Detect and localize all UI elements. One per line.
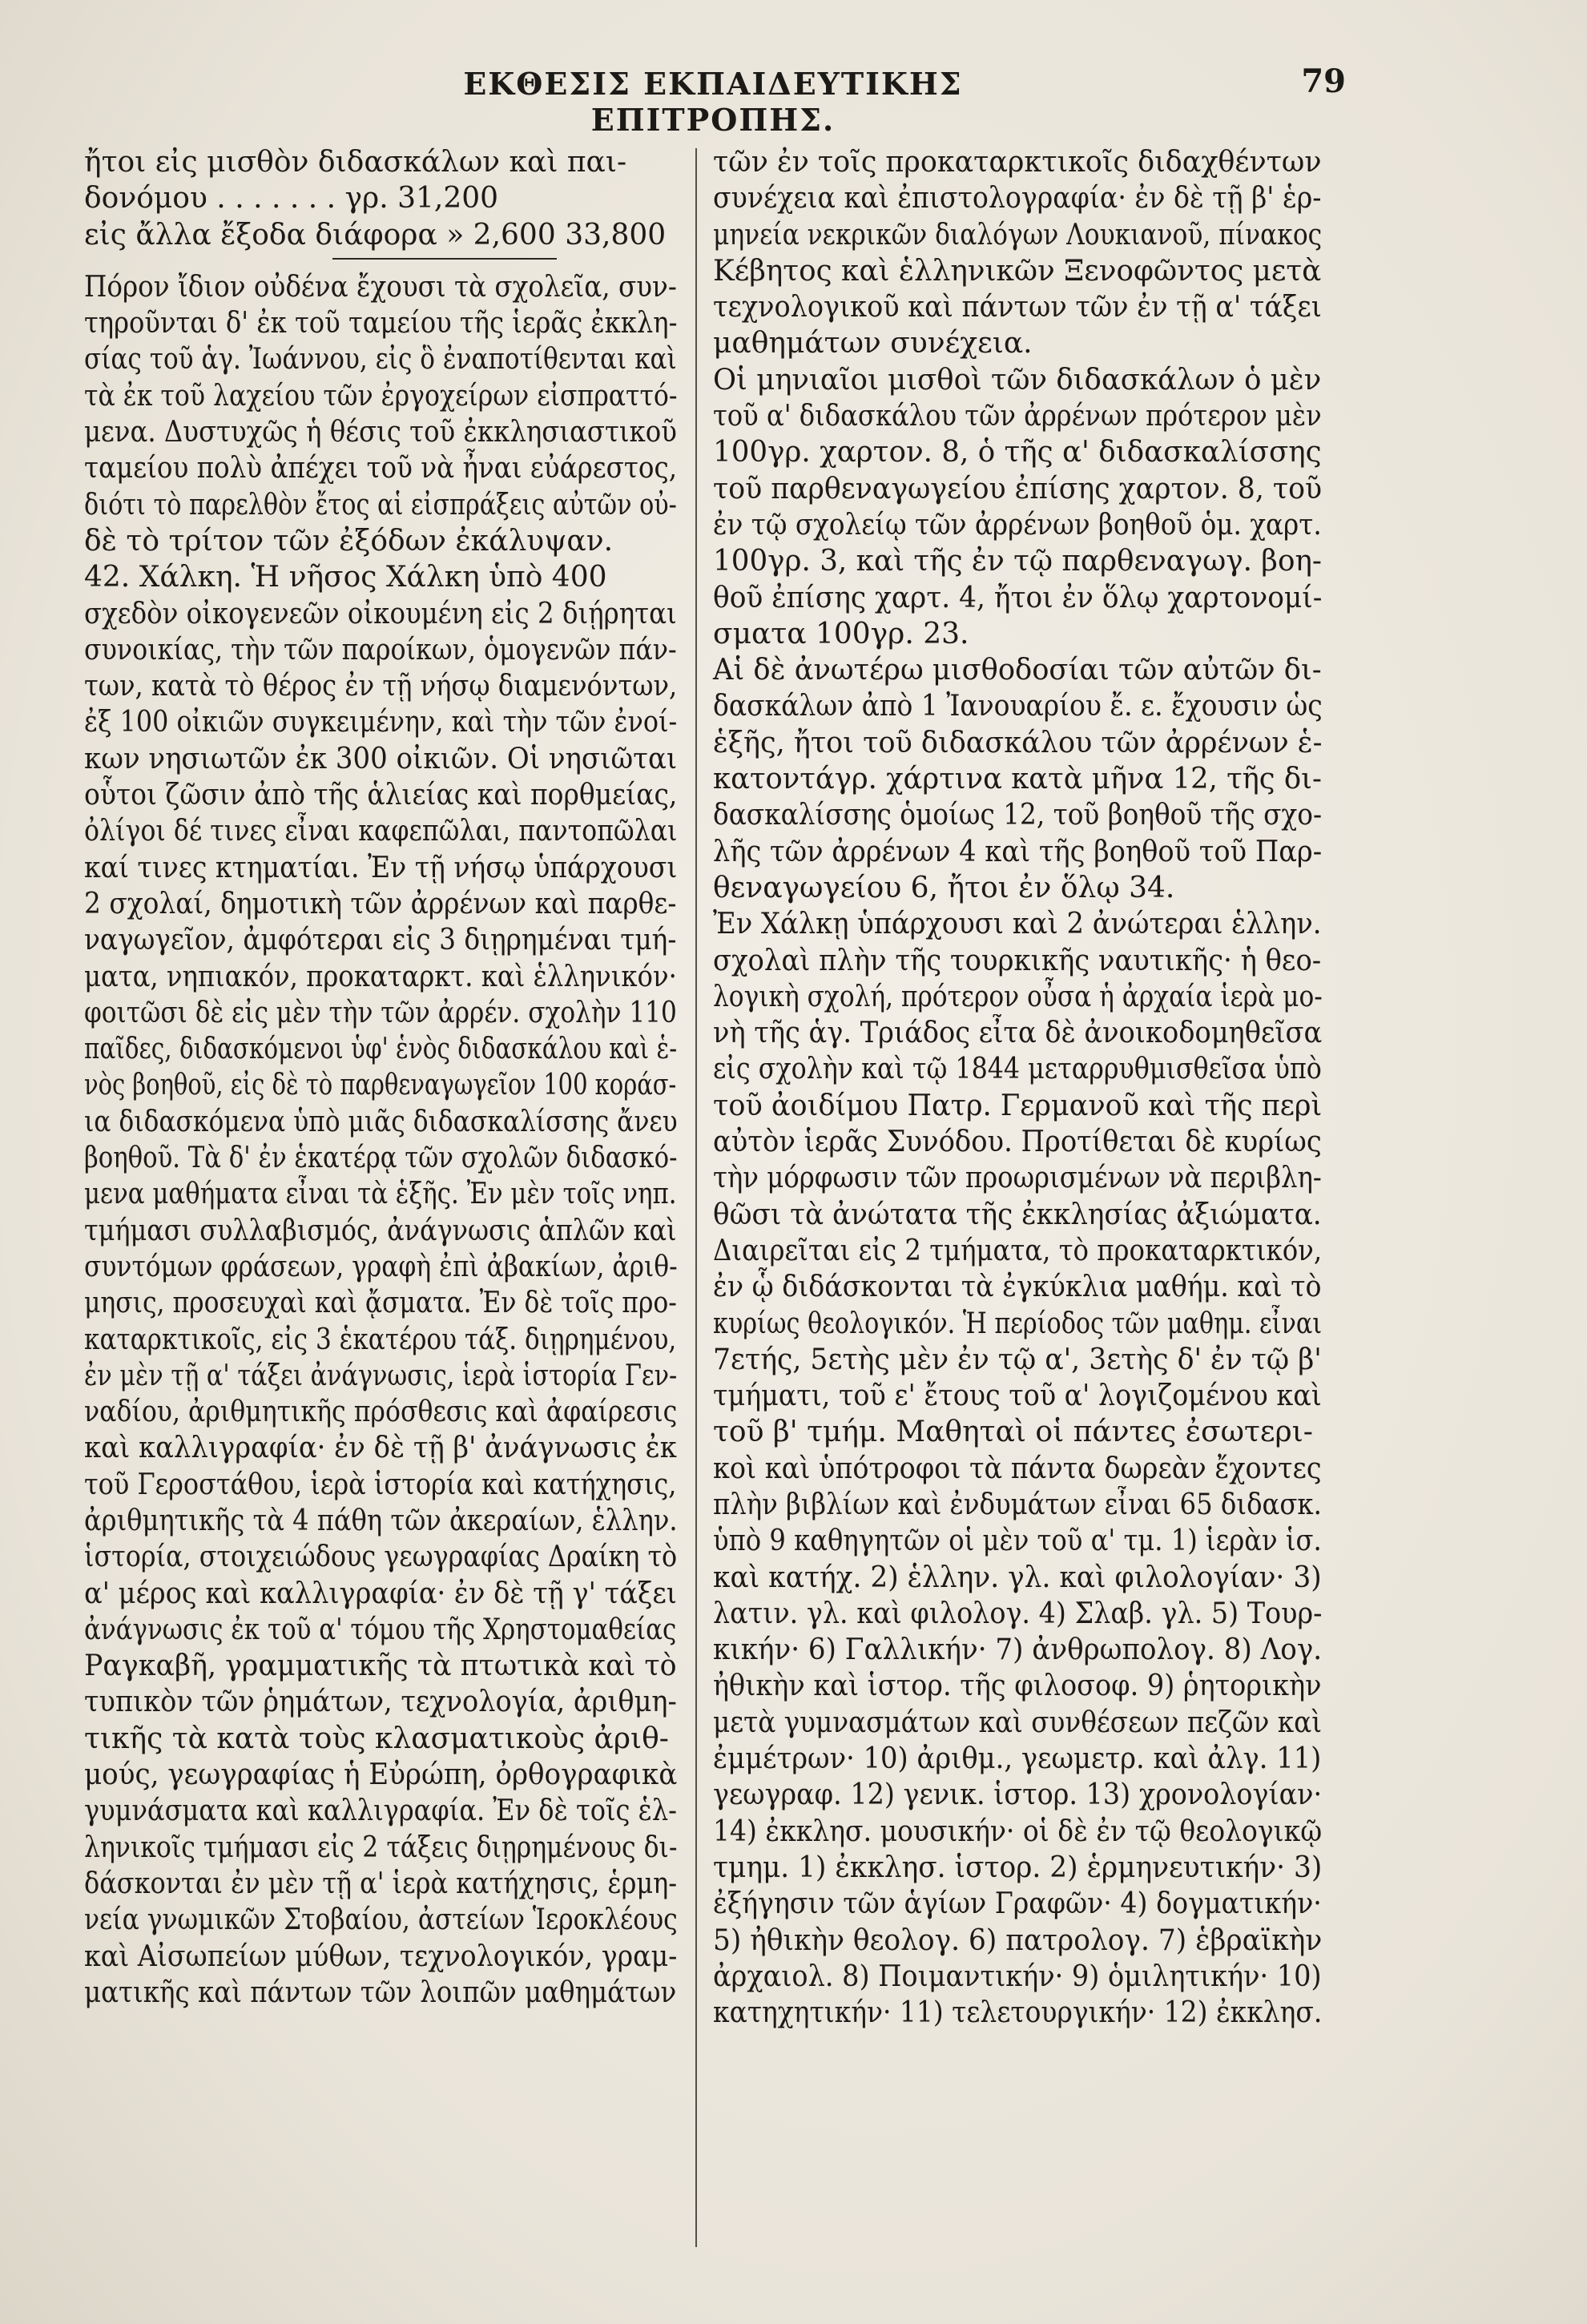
text-line: πλὴν βιβλίων καὶ ἐνδυμάτων εἶναι 65 διδασκ. [713,1488,1322,1521]
text-line: ὀλίγοι δέ τινες εἶναι καφεπῶλαι, παντοπῶλαι [84,815,678,848]
text-line: Οἱ μηνιαῖοι μισθοὶ τῶν διδασκάλων ὁ μὲν [713,363,1322,397]
text-line: των, κατὰ τὸ θέρος ἐν τῇ νήσῳ διαμενόντων, [84,670,678,703]
text-line: καὶ καλλιγραφία· ἐν δὲ τῇ β' ἀνάγνωσις ἐκ [84,1432,677,1465]
text-line: ὑπὸ 9 καθηγητῶν οἱ μὲν τοῦ α' τμ. 1) ἱερὰν ἱσ. [713,1524,1322,1558]
text-line: τικῆς τὰ κατὰ τοὺς κλασματικοὺς ἀριθ- [84,1722,669,1755]
text-line: ληνικοῖς τμήμασι εἰς 2 τάξεις διῃρημένους δι- [84,1831,678,1864]
text-line: σχολαὶ πλὴν τῆς τουρκικῆς ναυτικῆς· ἡ θεο- [713,944,1322,977]
text-line: Ἐν Χάλκῃ ὑπάρχουσι καὶ 2 ἀνώτεραι ἑλλην. [713,908,1322,941]
text-line: κατοντάγρ. χάρτινα κατὰ μῆνα 12, τῆς δι- [713,763,1322,796]
text-line: ματα, νηπιακόν, προκαταρκτ. καὶ ἑλληνικόν· [84,960,677,993]
sum-rule [84,253,717,269]
text-line: μενα μαθήματα εἶναι τὰ ἑξῆς. Ἐν μὲν τοῖς νηπ. [84,1178,677,1211]
text-line: Πόρον ἴδιον οὐδένα ἔχουσι τὰ σχολεῖα, συν- [84,270,677,304]
text-line: τῶν ἐν τοῖς προκαταρκτικοῖς διδαχθέντων [713,146,1322,179]
text-line: ἐξήγησιν τῶν ἁγίων Γραφῶν· 4) δογματικήν· [713,1887,1322,1921]
text-line: 100γρ. 3, καὶ τῆς ἐν τῷ παρθεναγωγ. βοη- [713,545,1322,578]
text-line: ἀνάγνωσις ἐκ τοῦ α' τόμου τῆς Χρηστομαθείας [84,1613,677,1646]
left-column [84,144,717,2011]
text-line: σίας τοῦ ἁγ. Ἰωάννου, εἰς ὃ ἐναποτίθενται καὶ [84,343,677,377]
text-line: νεία γνωμικῶν Στοβαίου, ἀστείων Ἱεροκλέους [84,1903,678,1937]
text-line: ματικῆς καὶ πάντων τῶν λοιπῶν μαθημάτων [84,1976,677,2009]
text-line: τοῦ α' διδασκάλου τῶν ἀρρένων πρότερον μὲν [713,400,1322,433]
text-line: μηνεία νεκρικῶν διαλόγων Λουκιανοῦ, πίνακος [713,218,1323,252]
text-line: μούς, γεωγραφίας ἡ Εὐρώπη, ὀρθογραφικὰ [84,1758,678,1792]
text-line: Κέβητος καὶ ἑλληνικῶν Ξενοφῶντος μετὰ [713,254,1322,288]
text-line: ἀρχαιολ. 8) Ποιμαντικήν· 9) ὁμιλητικήν· 10) [713,1959,1322,1993]
text-line: 42. Χάλκη. Ἡ νῆσος Χάλκη ὑπὸ 400 [84,561,607,594]
text-line: λογικὴ σχολή, πρότερον οὖσα ἡ ἀρχαία ἱερὰ μο- [713,980,1323,1013]
text-line: νὸς βοηθοῦ, εἰς δὲ τὸ παρθεναγωγεῖον 100 κοράσ- [84,1069,677,1102]
text-line: σχεδὸν οἰκογενεῶν οἰκουμένη εἰς 2 διῄρηται [84,597,677,630]
text-line: ἐμμέτρων· 10) ἀριθμ., γεωμετρ. καὶ ἀλγ. 11) [713,1742,1322,1776]
page-header [0,62,1587,138]
text-line: 7ετής, 5ετὴς μὲν ἐν τῷ α', 3ετὴς δ' ἐν τῷ β' [713,1343,1322,1376]
text-line: δονόμου . . . . . . . γρ. 31,200 [84,182,499,215]
text-line: καὶ Αἰσωπείων μύθων, τεχνολογικόν, γραμ- [84,1939,678,1973]
text-line: διότι τὸ παρελθὸν ἔτος αἱ εἰσπράξεις αὐτῶν οὐ- [84,488,677,522]
text-line: ια διδασκόμενα ὑπὸ μιᾶς διδασκαλίσσης ἄνευ [84,1105,678,1138]
text-line: τμημ. 1) ἐκκλησ. ἱστορ. 2) ἑρμηνευτικήν· 3) [713,1851,1323,1884]
text-line: φοιτῶσι δὲ εἰς μὲν τὴν τῶν ἀρρέν. σχολὴν 110 [84,996,677,1029]
text-line: κικήν· 6) Γαλλικήν· 7) ἀνθρωπολογ. 8) Λογ. [713,1633,1323,1667]
text-line: εἰς σχολὴν καὶ τῷ 1844 μεταρρυθμισθεῖσα ὑπὸ [713,1053,1322,1086]
right-column [713,144,1338,2031]
text-line: παῖδες, διδασκόμενοι ὑφ' ἑνὸς διδασκάλου καὶ ἑ- [84,1033,678,1066]
text-line: κυρίως θεολογικόν. Ἡ περίοδος τῶν μαθημ. εἶναι [713,1307,1323,1340]
text-line: τὰ ἐκ τοῦ λαχείου τῶν ἐργοχείρων εἰσπραττό- [84,379,678,413]
text-line: τηροῦνται δ' ἐκ τοῦ ταμείου τῆς ἱερᾶς ἐκκλη- [84,307,678,340]
text-line: γεωγραφ. 12) γενικ. ἱστορ. 13) χρονολογίαν· [713,1778,1323,1812]
text-line: 2 σχολαί, δημοτικὴ τῶν ἀρρένων καὶ παρθε- [84,887,677,920]
text-line: κατηχητικήν· 11) τελετουργικήν· 12) ἐκκλησ. [713,1996,1323,2030]
text-line: θεναγωγείου 6, ἤτοι ἐν ὅλῳ 34. [713,871,1175,904]
text-line: δασκάλων ἀπὸ 1 Ἰανουαρίου ἔ. ε. ἔχουσιν ὡς [713,690,1323,723]
text-line: καί τινες κτηματίαι. Ἐν τῇ νήσῳ ὑπάρχουσι [84,851,678,884]
text-line: συνοικίας, τὴν τῶν παροίκων, ὁμογενῶν πάν- [84,633,677,667]
text-line: εἰς ἄλλα ἔξοδα διάφορα » 2,600 33,800 [84,218,667,252]
text-line: ἱστορία, στοιχειώδους γεωγραφίας Δραίκη τὸ [84,1541,678,1574]
text-line: μησις, προσευχαὶ καὶ ᾄσματα. Ἐν δὲ τοῖς προ- [84,1287,677,1320]
text-line: νὴ τῆς ἁγ. Τριάδος εἶτα δὲ ἀνοικοδομηθεῖσα [713,1017,1323,1050]
text-line: τυπικὸν τῶν ῥημάτων, τεχνολογία, ἀριθμη- [84,1686,677,1719]
text-line: κοὶ καὶ ὑπότροφοι τὰ πάντα δωρεὰν ἔχοντες [713,1452,1322,1485]
text-line: 14) ἐκκλησ. μουσικήν· οἱ δὲ ἐν τῷ θεολογικῷ [713,1814,1323,1848]
text-line: καταρκτικοῖς, εἰς 3 ἑκατέρου τάξ. διῃρημένου, [84,1323,677,1356]
text-line: δάσκονται ἐν μὲν τῇ α' ἱερὰ κατήχησις, ἑρμη- [84,1867,678,1900]
text-line: α' μέρος καὶ καλλιγραφία· ἐν δὲ τῇ γ' τάξει [84,1577,677,1610]
text-line: συντόμων φράσεων, γραφὴ ἐπὶ ἀβακίων, ἀριθ- [84,1250,678,1283]
running-head: ΕΚΘΕΣΙΣ ΕΚΠΑΙΔΕΥΤΙΚΗΣ ΕΠΙΤΡΟΠΗΣ. [463,66,963,138]
text-line: ναγωγεῖον, ἀμφότεραι εἰς 3 διῃρημέναι τμή- [84,924,677,957]
text-line: θῶσι τὰ ἀνώτατα τῆς ἐκκλησίας ἀξιώματα. [713,1198,1322,1231]
text-line: ἀριθμητικῆς τὰ 4 πάθη τῶν ἀκεραίων, ἑλλην. [84,1504,678,1537]
text-line: ἐν μὲν τῇ α' τάξει ἀνάγνωσις, ἱερὰ ἱστορία Γεν- [84,1359,678,1392]
text-line: δὲ τὸ τρίτον τῶν ἐξόδων ἐκάλυψαν. [84,524,614,558]
text-line: αὐτὸν ἱερᾶς Συνόδου. Προτίθεται δὲ κυρίως [713,1126,1322,1159]
text-line: ἑξῆς, ἤτοι τοῦ διδασκάλου τῶν ἀρρένων ἑ- [713,726,1323,759]
text-line: ἐξ 100 οἰκιῶν συγκειμένην, καὶ τὴν τῶν ἐνοί- [84,706,678,739]
text-line: μετὰ γυμνασμάτων καὶ συνθέσεων πεζῶν καὶ [713,1706,1323,1739]
text-line: ἠθικὴν καὶ ἱστορ. τῆς φιλοσοφ. 9) ῥητορικὴν [713,1669,1322,1703]
text-line: λῆς τῶν ἀρρένων 4 καὶ τῆς βοηθοῦ τοῦ Παρ- [713,835,1323,868]
text-line: συνέχεια καὶ ἐπιστολογραφία· ἐν δὲ τῇ β' ἑρ- [713,182,1322,215]
text-line: κων νησιωτῶν ἐκ 300 οἰκιῶν. Οἱ νησιῶται [84,742,678,775]
text-line: βοηθοῦ. Τὰ δ' ἐν ἑκατέρᾳ τῶν σχολῶν διδασκό- [84,1142,678,1175]
text-line: τοῦ παρθεναγωγείου ἐπίσης χαρτον. 8, τοῦ [713,472,1323,505]
text-line: 100γρ. χαρτον. 8, ὁ τῆς α' διδασκαλίσσης [713,436,1322,469]
text-line: καὶ κατήχ. 2) ἑλλην. γλ. καὶ φιλολογίαν· 3) [713,1561,1322,1594]
text-line: Αἱ δὲ ἀνωτέρω μισθοδοσίαι τῶν αὐτῶν δι- [713,654,1322,687]
text-line: Διαιρεῖται εἰς 2 τμήματα, τὸ προκαταρκτικόν, [713,1234,1323,1267]
text-line: τοῦ Γεροστάθου, ἱερὰ ἱστορία καὶ κατήχησις, [84,1468,677,1501]
text-line: μαθημάτων συνέχεια. [713,327,1033,360]
text-line: γυμνάσματα καὶ καλλιγραφία. Ἐν δὲ τοῖς ἑλ- [84,1794,678,1828]
text-line: τὴν μόρφωσιν τῶν προωρισμένων νὰ περιβλη- [713,1162,1322,1195]
text-line: τμήμασι συλλαβισμός, ἀνάγνωσις ἁπλῶν καὶ [84,1214,677,1247]
text-line: ἐν τῷ σχολείῳ τῶν ἀρρένων βοηθοῦ ὁμ. χαρτ. [713,508,1322,542]
text-line: τοῦ β' τμήμ. Μαθηταὶ οἱ πάντες ἐσωτερι- [713,1416,1313,1449]
text-line: δασκαλίσσης ὁμοίως 12, τοῦ βοηθοῦ τῆς σχο- [713,799,1323,832]
text-line: μενα. Δυστυχῶς ἡ θέσις τοῦ ἐκκλησιαστικοῦ [84,416,677,449]
text-line: ταμείου πολὺ ἀπέχει τοῦ νὰ ἦναι εὐάρεστος, [84,452,678,485]
text-line: ἐν ᾧ διδάσκονται τὰ ἐγκύκλια μαθήμ. καὶ τὸ [713,1271,1322,1304]
text-line: 5) ἠθικὴν θεολογ. 6) πατρολογ. 7) ἑβραϊκὴν [713,1923,1323,1957]
text-line: Ραγκαβῆ, γραμματικῆς τὰ πτωτικὰ καὶ τὸ [84,1649,677,1683]
text-line: οὗτοι ζῶσιν ἀπὸ τῆς ἁλιείας καὶ πορθμείας, [84,779,678,812]
page-number: 79 [1301,62,1346,100]
text-line: ναδίου, ἀριθμητικῆς πρόσθεσις καὶ ἀφαίρεσις [84,1396,678,1429]
text-line: θοῦ ἐπίσης χαρτ. 4, ἤτοι ἐν ὅλῳ χαρτονομί- [713,581,1323,614]
text-line: τοῦ ἀοιδίμου Πατρ. Γερμανοῦ καὶ τῆς περὶ [713,1089,1323,1122]
text-line: ἤτοι εἰς μισθὸν διδασκάλων καὶ παι- [84,146,627,179]
text-line: σματα 100γρ. 23. [713,617,969,650]
text-line: λατιν. γλ. καὶ φιλολογ. 4) Σλαβ. γλ. 5) Τουρ- [713,1597,1323,1630]
text-line: τμήματι, τοῦ ε' ἔτους τοῦ α' λογιζομένου καὶ [713,1379,1322,1413]
text-line: τεχνολογικοῦ καὶ πάντων τῶν ἐν τῇ α' τάξει [713,291,1322,324]
